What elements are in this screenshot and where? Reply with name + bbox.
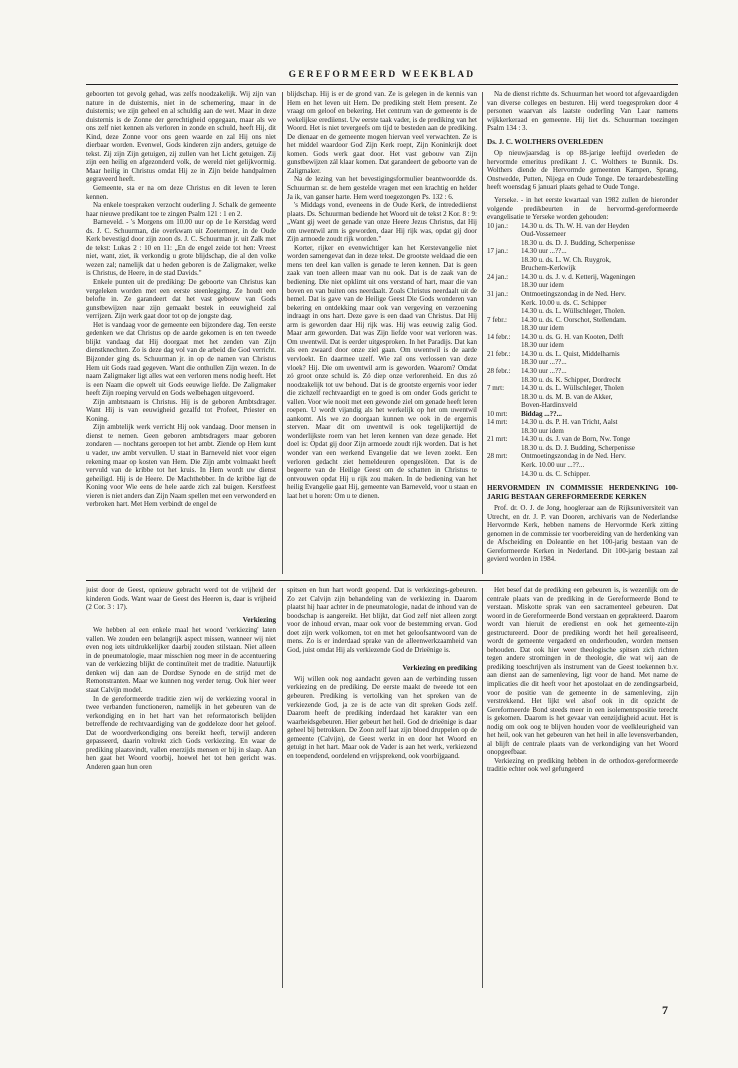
column-divider bbox=[482, 92, 483, 574]
column-divider bbox=[282, 92, 283, 574]
section-heading-verkiezing: Verkiezing bbox=[242, 614, 276, 624]
schedule-row: 21 febr.: 14.30 u. ds. L. Quist, Middelharnis 18.30 uur ...??... bbox=[487, 349, 620, 367]
paragraph: Het besef dat de prediking een gebeuren is, is wezenlijk om de centrale plaats van de prediking in de Gereformeerde Bond te verstaan. Miskotte sprak van een sacramenteel gebeuren. Dat woord in de Gereformeerde Bond verstaan en geprakteerd. Daarom wordt van hieruit de eredienst en ook het gemeente-zijn gestructureerd. Door de prediking wordt het heil gerealiseerd, wordt de gemeente vergaderd en onderhouden, worden mensen behouden. Dat ook hier weer theologische spitsen zich richten tegen andere stromingen in de theologie, die wat wij aan de prediking toeschrijven als instrument van de Geest toekennen b.v. aan dienst aan de samenleving, ligt voor de hand. Met name de implicaties die dit heeft voor het apostolaat en de zendingsarbeid, voor de positie van de gemeente in de samenleving, zijn verstrekkend. Het lijkt wel alsof ook in dit opzicht de Gereformeerde Bond steeds meer in een isolementspositie terecht is gekomen. Daarom is het gevaar van eenzijdigheid acuut. Het is nodig om ook oog te blijven houden voor de veelkleurigheid van het heil, ook van het gebeuren van het heil in alle levensverbanden, al blijft de centrale plaats van de verkondiging van het Woord onopgeefbaar. bbox=[487, 586, 678, 757]
paragraph: Zijn ambtelijk werk verricht Hij ook vandaag. Door mensen in dienst te nemen. Geen geboren ambtsdragers maar geboren zondaren — nochtans geroepen tot het ambt. Ziende op Hem kunt u vader, uw ambt vervullen. U staat in Barneveld niet voor eigen rekening maar op kosten van Hem. Die Zijn ambt volmaakt heeft vervuld van de kribbe tot het kruis. In Hem wordt uw dienst geheiligd. Hij is de Heere. De Machthebber. In de kribbe ligt de Koning voor Wie eens de hele aarde zich zal buigen. Kerstfeest vieren is niet anders dan Zijn Naam spellen met een verwonderd en verbroken hart. Met Hem verbindt de engel de bbox=[86, 423, 276, 509]
schedule-row: 7 febr.: 14.30 u. ds. C. Oorschot, Stellendam. 18.30 uur idem bbox=[487, 315, 627, 333]
paragraph: Barneveld. - 's Morgens om 10.00 uur op de 1e Kerstdag werd ds. J. C. Schuurman, die overkwam uit Zoetermeer, in de Oude Kerk bevestigd door zijn zoon ds. J. C. Schuurman jr. uit Zalk met de tekst: Lukas 2 : 10 en 11: „En de engel zeide tot hen: Vreest niet, want, ziet, ik verkondig u grote blijdschap, die al den volke wezen zal; namelijk dat u heden geboren is de Zaligmaker, welke is Christus, de Heere, in de stad Davids." bbox=[86, 218, 276, 278]
column-divider bbox=[282, 588, 283, 988]
paragraph: Na de dienst richtte ds. Schuurman het woord tot afgevaardigden van diverse colleges en besturen. Hij werd toegesproken door 4 personen waarvan als laatste ouderling Van Laar namens wijkkerkeraad en gemeente. Hij liet ds. Schuurman toezingen Psalm 134 : 3. bbox=[487, 90, 678, 133]
obituary-heading: Ds. J. C. WOLTHERS OVERLEDEN bbox=[487, 137, 604, 146]
header-rule bbox=[86, 84, 678, 85]
paragraph: In de gereformeerde traditie zien wij de verkiezing vooral in twee verbanden functioneren, namelijk in het gebeuren van de verkondiging en in het hart van het reformatorisch belijden betreffende de rechtvaardiging van de goddeloze door het geloof. Dat de woordverkondiging ons bereikt heeft, terwijl anderen gepasseerd, daarin voltrekt zich Gods verkiezing. En waar de prediking plaatsvindt, vallen enerzijds mensen er bij in slaap. Aan hen gaat het Woord voorbij, hoewel het tot hen gericht was. Anderen gaan hun oren bbox=[86, 694, 276, 771]
paragraph: We hebben al een enkele maal het woord 'verkiezing' laten vallen. We zouden een belangrijk aspect missen, wanneer wij niet even nog iets uitdrukkelijker daarbij zouden stilstaan. Niet alleen in de pneumatologie, maar misschien nog meer in de accentuering van de verkiezing blijkt de continuïteit met de traditie. Natuurlijk denken wij dan aan de Dordtse Synode en de strijd met de Remonstranten. Maar we kunnen nog verder terug. Ook hier weer staat Calvijn model. bbox=[86, 626, 276, 695]
obituary-text: Op nieuwjaarsdag is op 88-jarige leeftijd overleden de hervormde emeritus predikant J. C. Wolthers te Bunnik. Ds. Wolthers diende de Hervormde gemeenten Kampen, Sprang, Onstwedde, Putten, Nijega en Oude Tonge. De teraardebestelling heeft woensdag 6 januari plaats gehad te Oude Tonge. bbox=[487, 149, 678, 192]
paragraph: Het is vandaag voor de gemeente een bijzondere dag. Ten eerste gedenken we dat Christus op de aarde gekomen is en ten tweede blijkt vandaag dat Hij doorgaat met het zenden van Zijn dienstknechten. Zo is deze dag vol van de arbeid die God verricht. Bijzonder ging ds. Schuurman jr. in op de namen van Christus Hem uit Gods raad gegeven. Want die onthullen Zijn wezen. In de naam Zaligmaker ligt alles wat een verloren mens nodig heeft. Het is een Naam die opwelt uit Gods eeuwige liefde. De Zaligmaker heeft Zijn roeping vervuld en Gods welbehagen uitgevoerd. bbox=[86, 320, 276, 398]
page-header: GEREFORMEERD WEEKBLAD bbox=[288, 70, 476, 80]
paragraph: Na enkele toespraken verzocht ouderling J. Schalk de gemeente haar nieuwe predikant toe te zingen Psalm 121 : 1 en 2. bbox=[86, 201, 276, 218]
schedule-row: 10 mrt: Biddag ...??... bbox=[487, 409, 562, 418]
paragraph: Zijn ambtsnaam is Christus. Hij is de geboren Ambtsdrager. Want Hij is van eeuwigheid gezalfd tot Profeet, Priester en Koning. bbox=[86, 397, 276, 423]
schedule-row: 24 jan.: 14.30 u. ds. J. v. d. Ketterij, Wageningen 18.30 uur idem bbox=[487, 272, 636, 290]
schedule-row: 14 mrt: 14.30 u. ds. P. H. van Tricht, Aalst 18.30 uur idem bbox=[487, 418, 618, 435]
bottom-column-3 bbox=[487, 586, 678, 996]
schedule-row: 10 jan.: 14.30 u. ds. Th. W. H. van der Heyden Oud-Vossemeer 18.30 u. ds. D. J. Budding, Scherpenisse bbox=[487, 221, 635, 247]
commission-text: Prof. dr. O. J. de Jong, hoogleraar aan de Rijksuniversiteit van Utrecht, en dr. J. P. van Dooren, archivaris van de Nederlandse Hervormde Kerk, hebben namens de Hervormde Kerk zitting genomen in de commissie ter voorbereiding van de herdenking van de Afscheiding en Doleantie en het 100-jarig bestaan van de Gereformeerde Kerken in Nederland. Dit 100-jarig bestaan zal gevierd worden in 1984. bbox=[487, 504, 678, 564]
section-heading-verkiezing-en-prediking: Verkiezing en prediking bbox=[402, 663, 477, 673]
column-divider bbox=[482, 588, 483, 988]
commission-heading: HERVORMDEN IN COMMISSIE HERDENKING 100-JARIG BESTAAN GEREFORMEERDE KERKEN bbox=[487, 484, 678, 501]
paragraph: geboorten tot gevolg gehad, was zelfs noodzakelijk. Wij zijn van nature in de duisternis, niet in de schemering, maar in de duisternis; we zijn geheel en al schuldig aan de wet. Maar in deze duisternis is de Zonne der gerechtigheid opgegaan, maar als we ons zelf niet kennen als verloren in zonde en schuld, heeft Hij, dit Kind, deze Zonne voor ons geen waarde en zal Hij ons niet dierbaar worden. Evenwel, Gods kinderen zijn anders, getuige de tekst. Zij zijn Zijn getuigen, zij zullen van het Licht getuigen. Zij zijn een heilig en afgezonderd volk, de wereld niet gelijkvormig. Maar heilig in Christus omdat Hij ze in Zijn beide handpalmen gegraveerd heeft. bbox=[86, 90, 276, 184]
paragraph: Wij willen ook nog aandacht geven aan de verbinding tussen verkiezing en de prediking. De eerste maakt de tweede tot een gebeuren. Prediking is vertolking van het spreken van de verkiezende God, ja ze is de acte van dit spreken Gods zelf. Daarom heeft de prediking inderdaad het karakter van een waarheidsgebeuren. Hier gebeurt het heil. God de drieënige is daar geheel bij betrokken. De Zoon zelf laat zijn bloed druppelen op de gemeente (Calvijn), de Geest werkt in en door het Woord en getuigt in het hart. Maar ook de Vader is aan het werk, verkiezend en toependend, oordelend en vrijsprekend, ook voorbijgaand. bbox=[287, 674, 477, 760]
schedule-row: 14 febr.: 14.30 u. ds. G. H. van Kooten, Delft 18.30 uur idem bbox=[487, 332, 624, 350]
paragraph: Enkele punten uit de prediking: De geboorte van Christus kan vergeleken worden met een eerste steenlegging. Ze houdt een belofte in. Ze garandeert dat het vast gebouw van Gods gunstbewijzen naar zijn gemaakt bestek in eeuwigheid zal verrijzen. Zijn werk gaat door tot op de jongste dag. bbox=[86, 278, 276, 321]
schedule-row: 7 mrt: 14.30 u. ds. L. Wüllschleger, Tholen 18.30 u. ds. M. B. van de Akker, Boven-Hardinxveld bbox=[487, 384, 624, 410]
section-rule bbox=[86, 580, 678, 581]
schedule-row: 17 jan.: 14.30 uur ...??... 18.30 u. ds. L. W. Ch. Ruygrok, Bruchem-Kerkwijk bbox=[487, 247, 611, 273]
bottom-column-1 bbox=[86, 586, 276, 996]
schedule-row: 21 mrt: 14.30 u. ds. J. van de Born, Nw. Tonge 18.30 u. ds. D. J. Budding, Scherpenisse bbox=[487, 435, 635, 452]
column-3 bbox=[487, 90, 678, 575]
paragraph: Na de lezing van het bevestigingsformulier beantwoordde ds. Schuurman sr. de hem gestelde vragen met een krachtig en helder Ja ik, van ganser harte. Hem werd toegezongen Ps. 132 : 6. bbox=[287, 175, 477, 201]
preaching-schedule bbox=[487, 222, 678, 478]
column-2 bbox=[287, 90, 477, 575]
paragraph: blijdschap. Hij is er de grond van. Ze is gelegen in de kennis van Hem en het leven uit Hem. De prediking stelt Hem present. Ze vraagt om geloof en bekering. Het centrum van de gemeente is de wekelijkse erediienst. Uw eerste taak vader, is de prediking van het Woord. Het is niet tevergeefs om tijd te besteden aan de prediking. De dienaar en de gemeente mogen hiervan veel verwachten. Ze is het middel waardoor God Zijn Kerk roept, Zijn Koninkrijk doet komen. Gods werk gaat door. Het vast gebouw van Zijn gunstbewijzen zál klaar komen. Dat garandeert de geboorte van de Zaligmaker. bbox=[287, 90, 477, 175]
paragraph: juist door de Geest, opnieuw gebracht werd tot de vrijheid der kinderen Gods. Want waar de Geest des Heeren is, daar is vrijheid (2 Cor. 3 : 17). bbox=[86, 586, 276, 612]
schedule-row: 31 jan.: Ontmoetingszondag in de Ned. Herv. Kerk. 10.00 u. ds. C. Schipper 14.30 u. ds. L. Wüllschleger, Tholen. bbox=[487, 290, 626, 316]
bottom-column-2 bbox=[287, 586, 477, 996]
paragraph: Korter, rijker en evenwichtiger kan het Kerstevangelie niet worden samengevat dan in deze tekst. De grootste weldaad die een mens ten deel kan vallen is genade te leren kennen. Dat is geen zaak van toen alleen maar van nu ook. Dat is de zaak van de bediening. Die niet opklimt uit ons verstand of hart, maar die van boven en van buiten ons neerdaalt. Zoals Christus neerdaalt uit de hemel. Dat is gave van de Heilige Geest Die Gods wonderen van bekering en ontdekking maar ook van vergeving en verzoening indraagt in ons hart. Deze gave is een daad van Christus. Dat Hij arm is geworden daar Hij rijk was. Hij was eeuwig zalig God. Maar arm geworden. Dat was Zijn liefde voor wat verloren was. Om uwentwil. Dat is eerder uitgesproken. In het Paradijs. Dat kan als een zwaard door onze ziel gaan. Om uwentwil is de aarde vervloekt. En daarmee uzelf. Wie zal ons verlossen van deze vloek? Hij. Die om uwentwil arm is geworden. Waarom? Omdat zó groot onze schuld is. Zó diep onze verlorenheid. En dus zó noodzakelijk tot uw behoud. Dat is de grootste ergernis voor ieder die zichzelf rechtvaardigt en te goed is om onder Gods gericht te vallen. Voor wie nooit met een gewonde ziel om genade heeft leren roepen. U wordt vijandig als het werkelijk op het om uwentwil aankomt. Als we zo doorgaan kunnen we ook in de ergernis sterven. Maar dit om uwentwil is ook tegelijkertijd de wonderlijkste roem van het leren kennen van deze genade. Het doel is: Opdat gij door Zijn armoede zoudt rijk worden. Dat is het wonder van een werkend Evangelie dat we leven zoekt. Een verloren gedacht ziet hemeldeuren opengeslöten. Dat is de begeerte van de Heilige Geest om de schatten in Christus te ontvouwen opdat Hij u rijk zou maken. In de bediening van het heilig Evangelie gaat Hij, gemeente van Barneveld, voor u staan en laat het u horen: Om u te dienen. bbox=[287, 243, 477, 500]
schedule-row: 28 mrt: Ontmoetingszondag in de Ned. Herv. Kerk. 10.00 uur ...??... 14.30 u. ds. C. Schipper. bbox=[487, 452, 626, 478]
paragraph: spitsen en hun hart wordt geopend. Dat is verkiezings-gebeuren. Zo zet Calvijn zijn behandeling van de verkiezing in. Daarom plaatst hij haar achter in de pneumatologie, nadat de inhoud van de boodschap is aangereikt. Het blijkt, dat God zelf niet alleen zorgt voor de inhoud ervan, maar ook voor de bestemming ervan. God doet zijn werk volkomen, tot en met het geloofsantwoord van de mens. Zo is er inderdaad sprake van de alleenwerkzaamheid van God, juist omdat Hij als verkiezende God de Drieënige is. bbox=[287, 586, 477, 654]
paragraph: Verkiezing en prediking hebben in de orthodox-gereformeerde traditie echter ook wel gefungeerd bbox=[487, 756, 678, 774]
paragraph: 's Middags vond, eveneens in de Oude Kerk, de intredediienst plaats. Ds. Schuurman bediende het Woord uit de tekst 2 Kor. 8 : 9: „Want gij weet de genade van onze Heere Jezus Christus, dat Hij om uwentwil arm is geworden, daar Hij rijk was, opdat gij door Zijn armoede zoudt rijk worden." bbox=[287, 201, 477, 244]
schedule-row: 28 febr.: 14.30 uur ...??... 18.30 u. ds. K. Schipper, Dordrecht bbox=[487, 366, 621, 384]
column-1 bbox=[86, 90, 276, 575]
page-number: 7 bbox=[662, 1003, 668, 1017]
paragraph: Gemeente, sta er na om deze Christus en dit leven te leren kennen. bbox=[86, 184, 276, 201]
yerseke-intro: Yerseke. - in het eerste kwartaal van 1982 zullen de hieronder volgende predikbeurten in de hervormd-gereformeerde evangelisatie te Yerseke worden gehouden: bbox=[487, 196, 678, 222]
